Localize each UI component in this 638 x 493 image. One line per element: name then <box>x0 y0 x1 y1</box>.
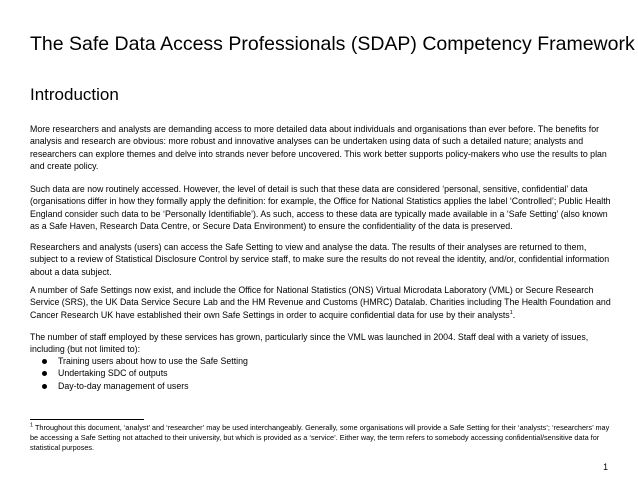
paragraph-benefits: More researchers and analysts are demanding access to more detailed data about individuals and organisations than ever before. The benefits for analysis and research are obvious: more robust and innovative analyses can be undertaken using data of such a detailed nature; analysts and researchers can explore themes and delve into strands never before uncovered. This work better supports policy-makers who use the results to plan and create policy. <box>30 124 607 171</box>
paragraph-users-access: Researchers and analysts (users) can access the Safe Setting to view and analyse the data. The results of their analyses are returned to them, subject to a review of Statistical Disclosure Control by service staff, to make sure the results do not reveal the identity, and/or, confidential information about a data subject. <box>30 242 610 277</box>
duties-list <box>42 355 248 392</box>
page-number: 1 <box>603 462 608 472</box>
footnote-text: Throughout this document, ‘analyst’ and ‘researcher’ may be used interchangeably. Generally, some organisations will provide a Safe Setting for their ‘analysts’; ‘researchers’ may be accessing a Safe Setting not attached to their university, but which is provided as a ‘service’. Either way, the term refers to somebody accessing confidential/sensitive data for statistical purposes. <box>30 423 610 452</box>
document-title: The Safe Data Access Professionals (SDAP) Competency Framework <box>30 33 635 55</box>
paragraph-staff: The number of staff employed by these services has grown, particularly since the VML was launched in 2004. Staff deal with a variety of issues, including (but not limited to): <box>30 332 589 355</box>
bullet-icon <box>42 371 47 376</box>
paragraph-sensitive-data: Such data are now routinely accessed. However, the level of detail is such that these data are considered ‘personal, sensitive, confidential’ data (organisations differ in how they formally apply the definition: for example, the Office for National Statistics applies the label ‘Controlled’; Public Health England consider such data to be ‘Personally Identifiable’). As such, access to these data are typically made available in a ‘Safe Setting’ (also known as a Safe Haven, Research Data Centre, or Secure Data Environment) to ensure the confidentiality of the data is preserved. <box>30 184 611 231</box>
section-heading: Introduction <box>30 85 119 104</box>
footnote-divider <box>30 419 144 420</box>
footnote <box>30 423 615 453</box>
paragraph-safe-settings <box>30 284 615 321</box>
footnote-reference[interactable]: 1 <box>509 309 513 316</box>
list-item <box>42 355 248 367</box>
footnote-marker: 1 <box>30 422 34 429</box>
list-item-text: Day-to-day management of users <box>58 380 189 391</box>
bullet-icon <box>42 359 47 364</box>
list-item-text: Training users about how to use the Safe Setting <box>58 356 248 366</box>
bullet-icon <box>42 384 47 389</box>
list-item <box>42 367 248 379</box>
list-item <box>42 380 248 392</box>
paragraph-safe-settings-text: A number of Safe Settings now exist, and include the Office for National Statistics (ONS) Virtual Microdata Laboratory (VML) or Secure Research Service (SRS), the UK Data Service Secure Lab and the HM Revenue and Customs (HMRC) Datalab. Charities including The Health Foundation and Cancer Research UK have established their own Safe Settings in order to acquire confidential data for use by their analysts <box>30 285 611 320</box>
list-item-text: Undertaking SDC of outputs <box>58 368 168 379</box>
paragraph-safe-settings-end: . <box>512 309 516 320</box>
